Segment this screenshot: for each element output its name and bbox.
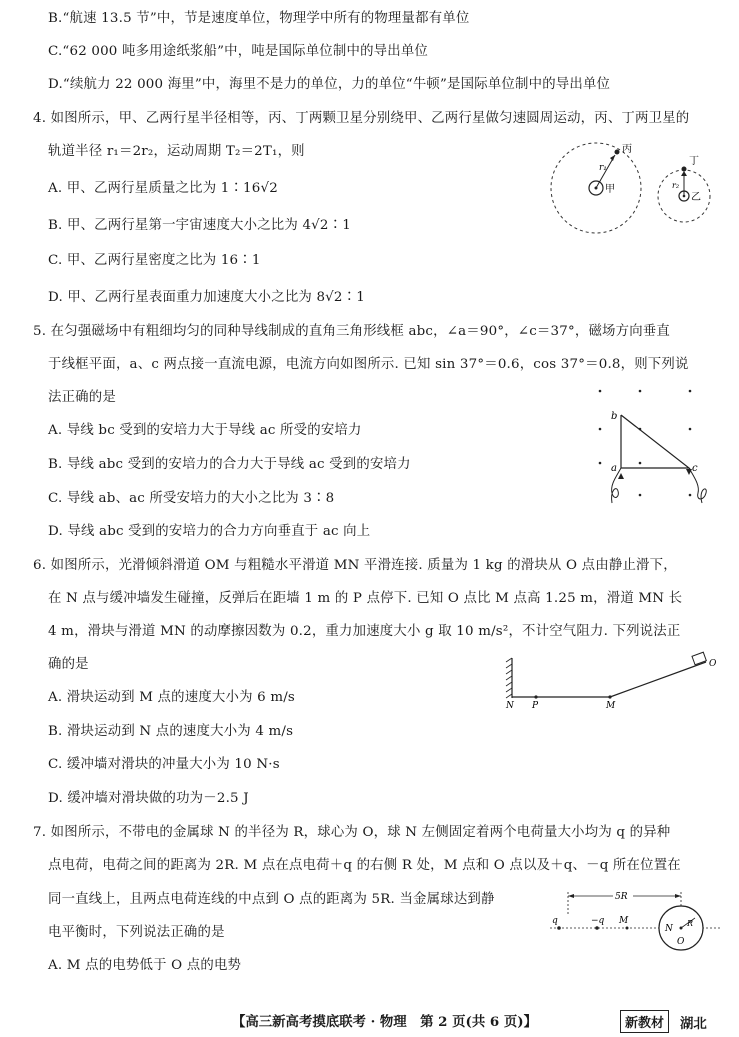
q5-stem-1: 5. 在匀强磁场中有粗细均匀的同种导线制成的直角三角形线框 abc，∠a＝90°，∠c＝37°，磁场方向垂直 xyxy=(33,324,670,339)
label-r2: r₂ xyxy=(672,181,680,190)
q4-stem-1: 4. 如图所示，甲、乙两行星半径相等，丙、丁两颗卫星分别绕甲、乙两行星做匀速圆周运动，丙、丁两卫星的 xyxy=(33,111,690,126)
label-5r: 5R xyxy=(615,892,628,902)
q4-option-c: C. 甲、乙两行星密度之比为 16∶1 xyxy=(48,253,261,268)
q7-stem-3: 同一直线上，且两点电荷连线的中点到 O 点的距离为 5R. 当金属球达到静 xyxy=(48,892,495,907)
field-dots xyxy=(599,390,692,497)
q7-option-a: A. M 点的电势低于 O 点的电势 xyxy=(48,958,242,973)
q3-option-d: D.“续航力 22 000 海里”中，海里不是力的单位，力的单位“牛顿”是国际单位制中的导出单位 xyxy=(48,77,611,92)
q5-triangle-figure xyxy=(590,385,720,515)
track-om xyxy=(610,662,706,697)
q4-stem-2: 轨道半径 r₁＝2r₂，运动周期 T₂＝2T₁，则 xyxy=(48,144,305,159)
q5-option-b: B. 导线 abc 受到的安培力的合力大于导线 ac 受到的安培力 xyxy=(48,457,411,472)
charge-neg-q xyxy=(595,926,599,930)
q5-option-d: D. 导线 abc 受到的安培力的合力方向垂直于 ac 向上 xyxy=(48,524,371,539)
label-p: P xyxy=(532,701,539,710)
label-r1: r₁ xyxy=(599,163,607,173)
q6-option-c: C. 缓冲墙对滑块的冲量大小为 10 N·s xyxy=(48,757,280,772)
q5-option-a: A. 导线 bc 受到的安培力大于导线 ac 所受的安培力 xyxy=(48,423,362,438)
q6-option-a: A. 滑块运动到 M 点的速度大小为 6 m/s xyxy=(48,690,296,705)
q4-option-a: A. 甲、乙两行星质量之比为 1∶16√2 xyxy=(48,181,278,196)
q6-stem-1: 6. 如图所示，光滑倾斜滑道 OM 与粗糙水平滑道 MN 平滑连接. 质量为 1 kg 的滑块从 O 点由静止滑下， xyxy=(33,558,677,573)
new-textbook-tag: 新教材 xyxy=(620,1010,669,1033)
q3-option-b: B.“航速 13.5 节”中，节是速度单位，物理学中所有的物理量都有单位 xyxy=(48,11,470,26)
q3-option-c: C.“62 000 吨多用途纸浆船”中，吨是国际单位制中的导出单位 xyxy=(48,44,429,59)
label-m: M xyxy=(606,701,616,710)
q4-option-d: D. 甲、乙两行星表面重力加速度大小之比为 8√2∶1 xyxy=(48,290,365,305)
label-c: c xyxy=(692,463,698,474)
satellite-d xyxy=(682,167,687,172)
q7-stem-4: 电平衡时，下列说法正确的是 xyxy=(48,925,225,940)
lead-wire-c xyxy=(689,468,706,503)
triangle-abc xyxy=(621,415,689,468)
region-label: 湖北 xyxy=(680,1016,707,1032)
q6-option-d: D. 缓冲墙对滑块做的功为－2.5 J xyxy=(48,791,249,806)
label-satellite-c: 丙 xyxy=(622,144,632,155)
label-planet-b: 乙 xyxy=(691,192,701,203)
satellite-c xyxy=(615,150,620,155)
label-planet-a: 甲 xyxy=(605,184,615,195)
q7-stem-2: 点电荷，电荷之间的距离为 2R. M 点在点电荷＋q 的右侧 R 处，M 点和 O 点以及＋q、－q 所在位置在 xyxy=(48,858,681,873)
label-q: q xyxy=(552,916,558,926)
label-a: a xyxy=(611,463,617,474)
q6-stem-2: 在 N 点与缓冲墙发生碰撞，反弹后在距墙 1 m 的 P 点停下. 已知 O 点比 M 点高 1.25 m，滑道 MN 长 xyxy=(48,591,683,606)
label-o7: O xyxy=(677,937,685,947)
q4-option-b: B. 甲、乙两行星第一宇宙速度大小之比为 4√2∶1 xyxy=(48,218,351,233)
label-n7: N xyxy=(665,924,673,934)
label-n: N xyxy=(506,701,514,710)
label-m7: M xyxy=(619,916,629,926)
q6-option-b: B. 滑块运动到 N 点的速度大小为 4 m/s xyxy=(48,724,294,739)
q5-stem-3: 法正确的是 xyxy=(48,390,116,405)
q4-orbit-figure xyxy=(548,138,728,243)
label-r7: R xyxy=(687,919,694,928)
q6-track-figure xyxy=(498,648,720,710)
label-neg-q: −q xyxy=(591,916,605,926)
label-satellite-d: 丁 xyxy=(689,156,699,167)
q6-stem-4: 确的是 xyxy=(48,657,89,672)
page-footer: 【高三新高考摸底联考 · 物理 第 2 页(共 6 页)】 xyxy=(232,1014,537,1030)
q5-stem-2: 于线框平面，a、c 两点接一直流电源，电流方向如图所示. 已知 sin 37°＝0.6，cos 37°＝0.8，则下列说 xyxy=(48,357,689,372)
q5-option-c: C. 导线 ab、ac 所受安培力的大小之比为 3∶8 xyxy=(48,491,335,506)
q7-stem-1: 7. 如图所示，不带电的金属球 N 的半径为 R，球心为 O，球 N 左侧固定着两个电荷量大小均为 q 的异种 xyxy=(33,825,671,840)
q7-sphere-figure xyxy=(545,886,725,958)
label-b: b xyxy=(611,411,618,422)
point-m xyxy=(626,927,629,930)
charge-q xyxy=(557,926,561,930)
label-o: O xyxy=(709,659,717,669)
q6-stem-3: 4 m，滑块与滑道 MN 的动摩擦因数为 0.2，重力加速度大小 g 取 10 m/s²，不计空气阻力. 下列说法正 xyxy=(48,624,681,639)
